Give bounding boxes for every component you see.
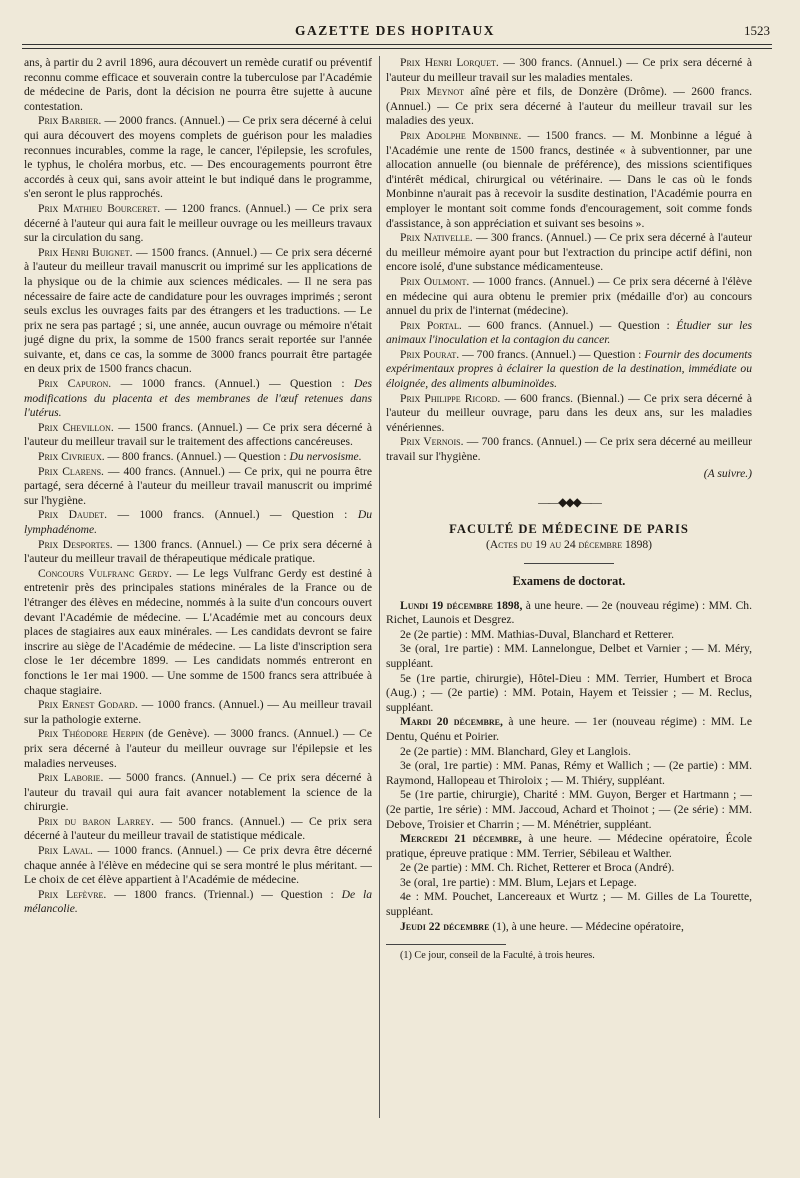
exam-entry: 3e (oral, 1re partie) : MM. Lannelongue, Delbet et Varnier ; — M. Méry, suppléant. [386, 642, 752, 670]
prize-laval [24, 844, 372, 888]
prize-name: Prix Théodore Herpin [38, 727, 144, 741]
prize-text: — 600 francs. (Annuel.) — Question : [461, 318, 677, 332]
footnote: (1) Ce jour, conseil de la Faculté, à trois heures. [400, 950, 595, 962]
prize-name: Prix Desportes. [38, 537, 113, 551]
prize-lorquet [386, 56, 752, 85]
short-rule [524, 563, 614, 564]
prize-text: — 1500 francs. (Annuel.) — Ce prix sera décerné à l'auteur du meilleur travail manuscrit ou imprimé sur les applications de la physique ou de la chimie aux sciences médicales. — Il ne sera pas nécessaire de faire acte de candidature pour les ouvrages imprimés ; seront seuls exclus les ouvrages faits par des étrangers et les traductions. — Le prix ne sera pas partagé ; si, une année, aucun ouvrage ou mémoire n'était jugé digne du prix, la somme de 1500 francs serait reportée sur l'année suivante, et, dans ce cas, la somme de 3000 francs pourrait être partagée en deux prix de 1500 francs chacun. [24, 245, 372, 376]
prize-text: — 1500 francs. (Annuel.) — Ce prix sera décerné à l'auteur du meilleur travail sur le traitement des affections cancéreuses. [24, 420, 372, 449]
day-label: Lundi 19 décembre 1898, [400, 598, 523, 612]
exam-entry: 2e (2e partie) : MM. Blanchard, Gley et Langlois. [400, 744, 631, 758]
prize-question: Étudier sur les animaux l'inoculation et la contagion du cancer. [386, 318, 752, 347]
prize-name: Prix Daudet. [38, 508, 108, 522]
prize-text: — 2000 francs. (Annuel.) — Ce prix sera décerné à celui qui aura découvert des moyens complets de guérison pour les maladies reconnues incurables, comme la rage, le cancer, l'épilepsie, les scrofules, le typhus, le choléra morbus, etc. — Des encouragements pourront être accordés à ceux qui, sans avoir atteint le but indiqué dans le programme, s'en seront le plus rapprochés. [24, 114, 372, 201]
prize-larrey [24, 815, 372, 844]
exam-entry: 3e (oral, 1re partie) : MM. Panas, Rémy et Wallich ; — (2e partie) : MM. Raymond, Hallopeau et Thiroloix ; — M. Thiéry, suppléant. [386, 759, 752, 787]
prize-text: — 800 francs. (Annuel.) — Question : [104, 450, 290, 464]
prize-text: — 1000 francs. (Annuel.) — Question : [111, 377, 354, 391]
right-column [386, 56, 752, 1146]
prize-name: Prix Vernois. [400, 435, 464, 449]
prize-daudet [24, 508, 372, 537]
prize-text: — 1300 francs. (Annuel.) — Ce prix sera décerné à l'auteur du meilleur travail de thérapeutique médicale pratique. [24, 537, 372, 566]
prize-text: — Le legs Vulfranc Gerdy est destiné à entretenir près des principales stations minérales de la France ou de l'étranger des élèves en médecine, nommés à la suite d'un concours ouvert devant l'Académie de médecine. — L'Académie met au concours deux places de stagiaires aux eaux minérales. — Les candidats devront se faire inscrire au siège de l'Académie de médecine. — La liste d'inscription sera close le 1er décembre 1899. — Les candidats nommés entreront en fonctions le 1er mai 1900. — Une somme de 1500 francs sera attribuée à chaque stagiaire. [24, 566, 372, 697]
prize-text: — 1000 francs. (Annuel.) — Ce prix devra être décerné chaque année à l'élève en médecine qui se sera montré le plus méritant. — Le choix de cet élève appartient à l'Académie de médecine. [24, 844, 372, 887]
exam-day-mercredi [386, 832, 752, 861]
exam-entry: 2e (2e partie) : MM. Ch. Richet, Retterer et Broca (André). [400, 861, 675, 875]
exam-text: à une heure. — 2e (nouveau régime) : MM. Ch. Richet, Launois et Desgrez. [386, 598, 752, 627]
prize-question: Des modifications du placenta et des membranes de l'œuf retenues dans l'utérus. [24, 377, 372, 420]
page-header [20, 22, 770, 42]
exam-entry: 5e (1re partie, chirurgie), Hôtel-Dieu : MM. Terrier, Humbert et Broca (Aug.) ; — (2e partie) : MM. Potain, Hayem et Teissier ; — M. Reclus, suppléant. [386, 671, 752, 714]
journal-title: GAZETTE DES HOPITAUX [294, 23, 496, 38]
page-number: 1523 [744, 23, 770, 38]
prize-name: Prix Civrieux. [38, 450, 105, 464]
exam-entry: 4e : MM. Pouchet, Lancereaux et Wurtz ; — M. Gilles de La Tourette, suppléant. [386, 890, 752, 919]
day-label: Mardi 20 décembre, [400, 715, 503, 729]
prize-ricord [386, 392, 752, 436]
prize-chevillon [24, 421, 372, 450]
header-rule-thin [22, 48, 772, 49]
prize-vernois [386, 435, 752, 464]
section-title: FACULTÉ DE MÉDECINE DE PARIS [449, 521, 689, 536]
prize-barbier [24, 114, 372, 202]
prize-oulmont [386, 275, 752, 319]
left-column [24, 56, 372, 1146]
prize-name: Prix Lefèvre. [38, 887, 107, 901]
prize-desportes [24, 538, 372, 567]
prize-name: Prix Adolphe Monbinne. [400, 128, 522, 142]
prize-text: — 1000 francs. (Annuel.) — Ce prix sera décerné à l'élève en médecine qui aura obtenu le premier prix (médaille d'or) au concours annuel du prix de l'internat (médecine). [386, 274, 752, 318]
prize-name: Concours Vulfranc Gerdy. [38, 566, 172, 580]
exam-text: à une heure. — Médecine opératoire, École pratique, épreuve pratique : MM. Terrier, Sébileau et Walther. [386, 832, 752, 860]
section-subtitle: (Actes du 19 au 24 décembre 1898) [485, 538, 653, 552]
prize-name: Prix Mathieu Bourceret. [38, 201, 161, 215]
prize-name: Prix Philippe Ricord. [400, 391, 501, 405]
column-divider [379, 56, 380, 1118]
prize-text: — 1200 francs. (Annuel.) — Ce prix sera décerné à l'auteur qui aura fait le meilleur ouvrage ou les meilleurs travaux sur la circulation du sang. [24, 201, 372, 245]
prize-name: Prix du baron Larrey. [38, 814, 155, 828]
prize-herpin [24, 727, 372, 771]
prize-name: Prix Barbier. [38, 114, 102, 128]
a-suivre: (A suivre.) [703, 466, 752, 480]
prize-pourat [386, 348, 752, 392]
prize-name: Prix Pourat. [400, 347, 460, 361]
prize-text: — 400 francs. (Annuel.) — Ce prix, qui ne pourra être partagé, sera décerné à l'auteur du meilleur travail manuscrit ou imprimé sur l'hygiène. [24, 464, 372, 507]
prize-name: Prix Portal. [400, 318, 462, 332]
paragraph: ans, à partir du 2 avril 1896, aura découvert un remède curatif ou préventif reconnu comme efficace et souverain contre la tuberculose par l'Académie de médecine de Paris, dont la décision ne pourra être sujette à aucune contestation. [24, 56, 372, 113]
prize-name: Prix Chevillon. [38, 420, 114, 434]
prize-name: Prix Capuron. [38, 377, 112, 391]
header-rule-thick [22, 44, 772, 45]
exam-day-lundi [386, 599, 752, 628]
day-label: Jeudi 22 décembre [400, 919, 490, 933]
prize-clarens [24, 465, 372, 509]
prize-name: Prix Henri Buignet. [38, 245, 133, 259]
prize-nativelle [386, 231, 752, 275]
exam-day-jeudi [386, 920, 752, 935]
prize-text: — 1000 francs. (Annuel.) — Question : [107, 508, 358, 522]
prize-text: aîné père et fils, de Donzère (Drôme). — 2600 francs. (Annuel.) — Ce prix sera décerné à l'auteur du meilleur travail sur les maladies des yeux. [386, 85, 752, 128]
prize-name: Prix Clarens. [38, 464, 104, 478]
prize-question: De la mélancolie. [24, 887, 372, 916]
prize-laborie [24, 771, 372, 815]
prize-question: Du nervosisme. [289, 450, 362, 464]
prize-godard [24, 698, 372, 727]
exam-day-mardi [386, 715, 752, 744]
prize-text: — 1800 francs. (Triennal.) — Question : [106, 887, 342, 901]
prize-question: Fournir des documents expérimentaux propres à éclairer la question de la destination, immédiate ou éloignée, des aliments albuminoïdes. [386, 347, 752, 391]
prize-name: Prix Oulmont. [400, 274, 470, 288]
exam-entry: 3e (oral, 1re partie) : MM. Blum, Lejars et Lepage. [400, 875, 637, 889]
prize-question: Du lymphadénome. [24, 508, 372, 536]
exam-entry: 2e (2e partie) : MM. Mathias-Duval, Blanchard et Retterer. [400, 627, 674, 641]
prize-name: Prix Henri Lorquet. [400, 56, 499, 69]
footnote-rule [386, 944, 506, 945]
prize-text: — 1500 francs. — M. Monbinne a légué à l'Académie une rente de 1500 francs, destinée « à subventionner, par une allocation annuelle (ou biennale de préférence), des missions scientifiques d'intérêt médical, chirurgical ou vétérinaire. — Dans le cas où le fonds Monbinne n'aurait pas à recevoir la susdite destination, l'Académie pourra en employer le montant soit comme fonds d'encouragement, soit comme fonds d'assistance, à son appréciation et suivant ses besoins ». [386, 128, 752, 230]
prize-gerdy [24, 567, 372, 698]
exam-text: (1), à une heure. — Médecine opératoire, [489, 919, 684, 933]
exam-text: à une heure. — 1er (nouveau régime) : MM. Le Dentu, Quénu et Poirier. [386, 715, 752, 743]
prize-bourceret [24, 202, 372, 246]
prize-monbinne [386, 129, 752, 231]
prize-capuron [24, 377, 372, 421]
subsection-title: Examens de doctorat. [512, 574, 626, 588]
prize-text: — 300 francs. (Annuel.) — Ce prix sera décerné à l'auteur du meilleur travail sur les maladies mentales. [386, 56, 752, 84]
prize-text: — 1000 francs. (Annuel.) — Au meilleur travail sur la pathologie externe. [24, 698, 372, 726]
day-label: Mercredi 21 décembre, [400, 832, 522, 846]
prize-name: Prix Ernest Godard. [38, 698, 138, 712]
prize-name: Prix Meynot [400, 85, 465, 99]
prize-name: Prix Laval. [38, 844, 93, 858]
prize-text: — 700 francs. (Annuel.) — Question : [459, 347, 645, 361]
prize-lefevre [24, 888, 372, 917]
prize-text: — 300 francs. (Annuel.) — Ce prix sera décerné à l'auteur du meilleur mémoire ayant pour but l'extraction du principe actif défini, non encore isolé, d'une substance médicamenteuse. [386, 231, 752, 274]
prize-name: Prix Nativelle. [400, 231, 473, 245]
prize-buignet [24, 246, 372, 377]
ornament-divider: ——◆◆◆—— [538, 495, 600, 510]
prize-civrieux [24, 450, 372, 465]
prize-text: — 700 francs. (Annuel.) — Ce prix sera décerné au meilleur travail sur l'hygiène. [386, 435, 752, 464]
prize-text: — 5000 francs. (Annuel.) — Ce prix sera décerné à l'auteur du travail qui aura fait avancer notablement la science de la chirurgie. [24, 771, 372, 814]
prize-text: (de Genève). — 3000 francs. (Annuel.) — Ce prix sera décerné à l'auteur du meilleur ouvrage sur l'épilepsie et les maladies nerveuses. [24, 727, 372, 770]
prize-meynot [386, 85, 752, 129]
prize-name: Prix Laborie. [38, 771, 104, 785]
exam-entry: 5e (1re partie, chirurgie), Charité : MM. Guyon, Berger et Hartmann ; — (2e partie, 1re série) : MM. Jaccoud, Achard et Thoinot ; — (2e série) : MM. Debove, Troisier et Charrin ; — M. Ménétrier, suppléant. [386, 788, 752, 831]
prize-text: — 500 francs. (Annuel.) — Ce prix sera décerné à l'auteur du meilleur travail de statistique médicale. [24, 814, 372, 843]
prize-portal [386, 319, 752, 348]
prize-text: — 600 francs. (Biennal.) — Ce prix sera décerné à l'auteur du meilleur ouvrage, paru dans les deux ans, sur les maladies vénériennes. [386, 391, 752, 434]
